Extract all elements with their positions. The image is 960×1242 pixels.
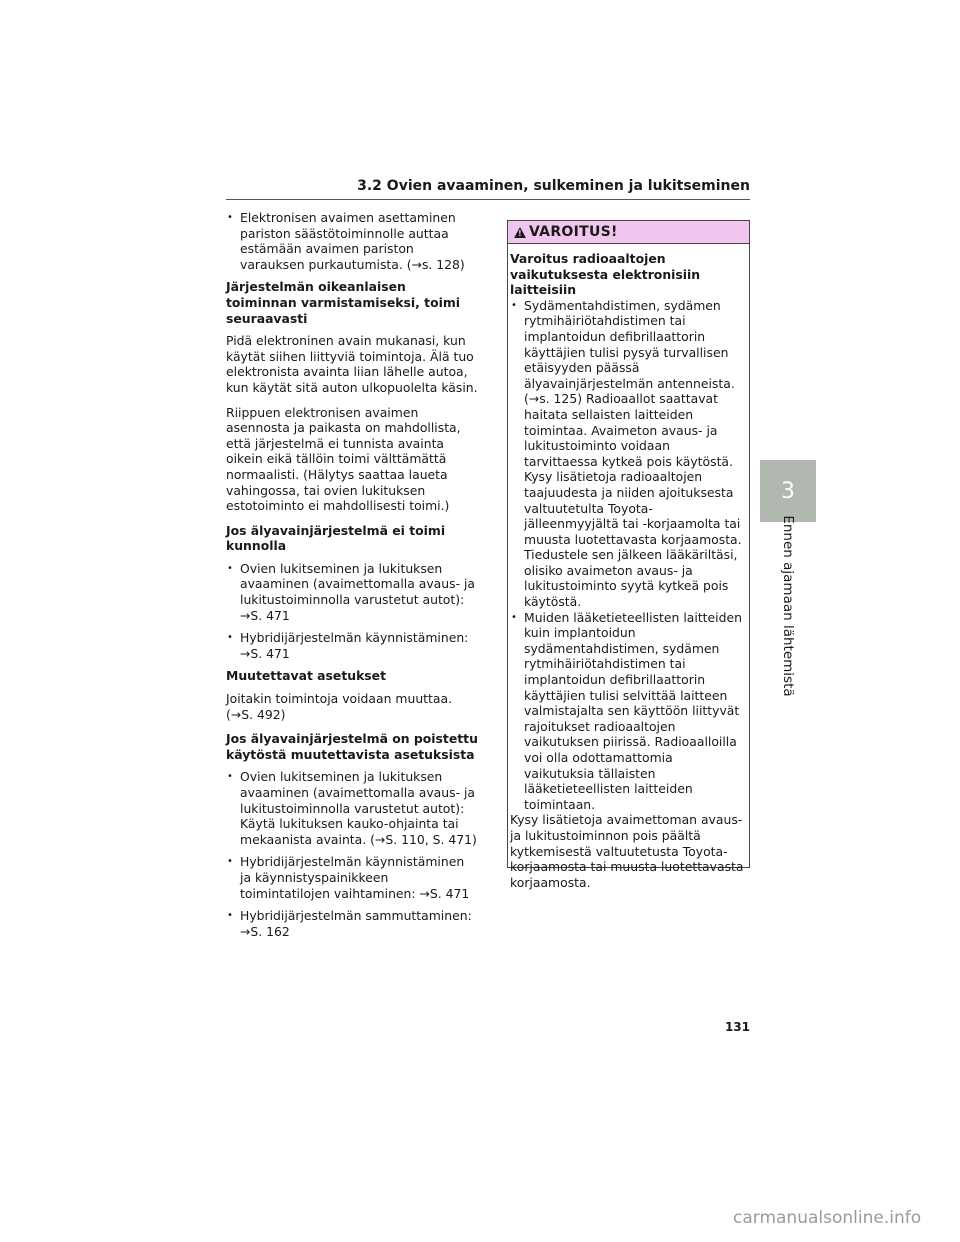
watermark: carmanualsonline.info bbox=[733, 1208, 922, 1228]
warning-heading: Varoitus radioaaltojen vaikutuksesta elektronisiin laitteisiin bbox=[510, 251, 701, 298]
paragraph-carry-key: Pidä elektroninen avain mukanasi, kun käytät siihen liittyviä toimintoja. Älä tuo elektronista avainta liian lähelle autoa, kun käytät sitä auton ulkopuolelta käsin. bbox=[226, 333, 478, 395]
paragraph-key-position: Riippuen elektronisen avaimen asennosta ja paikasta on mahdollista, että järjestelmä ei tunnista avainta oikein eikä tällöin toimi välttämättä normaalisti. (Hälytys saattaa laueta vahingossa, tai ovien lukituksen estotoiminto ei mahdollisesti toimi.) bbox=[226, 404, 461, 514]
paragraph-customize: Joitakin toimintoja voidaan muuttaa. (→S. 492) bbox=[226, 691, 453, 722]
intro-bullet: • Elektronisen avaimen asettaminen pariston säästötoiminnolle auttaa estämään avaimen pariston varauksen purkautumista. (→s. 128) bbox=[226, 210, 478, 272]
bullet-hybrid-start-disabled: • Hybridijärjestelmän käynnistäminen ja käynnistyspainikkeen toimintatilojen vaihtaminen: →S. 471 bbox=[226, 854, 478, 901]
heading-system-disabled: Jos älyavainjärjestelmä on poistettu käytöstä muutettavista asetuksista bbox=[226, 731, 478, 762]
bullet-door-locking-disabled: • Ovien lukitseminen ja lukituksen avaaminen (avaimettomalla avaus- ja lukitustoiminnolla varustetut autot): Käytä lukituksen kauko-ohjainta tai mekaanista avainta. (→S. 110, S. 471) bbox=[226, 769, 478, 847]
heading-customizable-settings: Muutettavat asetukset bbox=[226, 668, 387, 684]
chapter-title: Ennen ajamaan lähtemistä bbox=[780, 515, 796, 697]
section-header: 3.2 Ovien avaaminen, sulkeminen ja lukitseminen bbox=[357, 178, 750, 194]
page-number: 131 bbox=[724, 1020, 750, 1034]
warning-triangle-icon bbox=[514, 227, 526, 238]
heading-correct-operation: Järjestelmän oikeanlaisen toiminnan varmistamiseksi, toimi seuraavasti bbox=[226, 279, 461, 326]
bullet-hybrid-stop: • Hybridijärjestelmän sammuttaminen: →S. 162 bbox=[226, 908, 478, 939]
heading-system-not-working: Jos älyavainjärjestelmä ei toimi kunnolla bbox=[226, 522, 446, 554]
warning-header bbox=[508, 221, 749, 244]
warning-closing: Kysy lisätietoja avaimettoman avaus- ja lukitustoiminnon pois päältä kytkemisestä valtuutetusta Toyota-korjaamosta tai muusta luotettavasta korjaamosta. bbox=[510, 812, 744, 890]
left-column bbox=[226, 210, 478, 946]
warning-box bbox=[507, 220, 750, 890]
bullet-hybrid-start: • Hybridijärjestelmän käynnistäminen: →S. 471 bbox=[226, 630, 478, 661]
header-rule bbox=[226, 199, 750, 200]
warning-label: VAROITUS! bbox=[529, 224, 618, 240]
chapter-tab: 3 bbox=[760, 460, 816, 522]
bullet-door-locking: • Ovien lukitseminen ja lukituksen avaaminen (avaimettomalla avaus- ja lukitustoiminnolla varustetut autot): →S. 471 bbox=[226, 561, 478, 623]
warning-bullet-pacemaker: • Sydämentahdistimen, sydämen rytmihäiriötahdistimen tai implantoidun defibrillaattorin käyttäjien tulisi pysyä turvallisen etäisyyden päässä älyavainjärjestelmän antenneista. (→s. 125) Radioaallot saattavat haitata sellaisten laitteiden toimintaa. Avaimeton avaus- ja lukitustoiminto voidaan tarvittaessa kytkeä pois käytöstä. Kysy lisätietoja radioaaltojen taajuudesta ja niiden ajoituksesta valtuutetulta Toyota-jälleenmyyjältä tai -korjaamolta tai muusta luotettavasta korjaamosta. Tiedustele sen jälkeen lääkäriltäsi, olisiko avaimeton avaus- ja lukitustoiminto syytä kytkeä pois käytöstä. bbox=[510, 298, 747, 610]
warning-bullet-medical-devices: • Muiden lääketieteellisten laitteiden kuin implantoidun sydämentahdistimen, sydämen rytmihäiriötahdistimen tai implantoidun defibrillaattorin käyttäjien tulisi selvittää laitteen valmistajalta sen käyttöön liittyvät rajoitukset radioaaltojen vaikutuksen piirissä. Radioaalloilla voi olla odottamattomia vaikutuksia tällaisten lääketieteellisten laitteiden toimintaan. bbox=[510, 610, 747, 813]
warning-body bbox=[508, 244, 749, 890]
